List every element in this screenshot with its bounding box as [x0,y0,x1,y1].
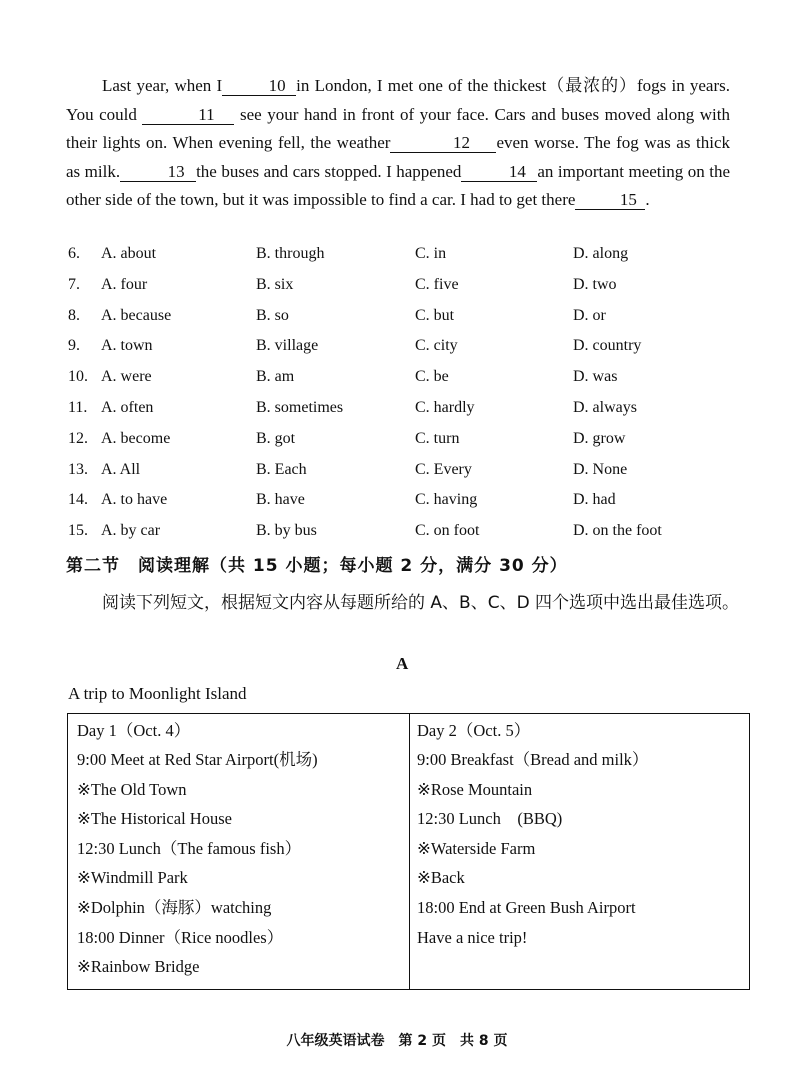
itinerary-item: 18:00 End at Green Bush Airport [417,897,636,917]
itinerary-item: 12:30 Lunch（The famous fish） [77,838,302,858]
itinerary-item: Have a nice trip! [417,927,528,947]
passage-text: an important meeting on the other side of the town, but it was impossible to find a car. I had to get there [66,161,730,210]
question-number: 14. [68,491,88,509]
question-number: 7. [68,275,80,293]
itinerary-item: ※Rainbow Bridge [77,957,200,977]
itinerary-item: 18:00 Dinner（Rice noodles） [77,927,284,947]
day-2-column [409,714,749,989]
question-number: 13. [68,460,88,478]
question-number: 10. [68,368,88,386]
question-number: 12. [68,429,88,447]
itinerary-item: ※Waterside Farm [417,838,536,858]
question-number: 11. [68,398,88,416]
itinerary-item: ※Windmill Park [77,868,188,888]
itinerary-item: ※The Historical House [77,809,232,829]
option-c: C. hardly [415,398,475,416]
itinerary-item: ※Back [417,868,465,888]
day-1-column [68,714,409,989]
option-b: B. six [256,275,294,293]
itinerary-item: ※The Old Town [77,779,187,799]
option-b: B. got [256,429,296,447]
question-row [68,276,748,307]
itinerary-item: 12:30 Lunch (BBQ) [417,809,563,829]
question-row [68,368,748,399]
question-number: 9. [68,337,80,355]
passage-text: see your hand in front of your face. Cars and buses moved along with their lights on. When evening fell, the weather [66,104,730,153]
option-a: A. often [101,398,154,416]
cloze-passage [66,72,730,215]
option-c: C. five [415,275,459,293]
option-b: B. sometimes [256,398,344,416]
option-a: A. were [101,368,152,386]
question-row [68,491,748,522]
option-c: C. on foot [415,522,480,540]
question-number: 8. [68,306,80,324]
option-a: A. to have [101,491,168,509]
question-row [68,307,748,338]
itinerary-table [67,713,750,990]
passage-text: in London, I met one of the thickest（最浓的）fogs in years. You could [66,76,730,124]
option-d: D. along [573,245,629,262]
itinerary-item: ※Dolphin（海豚）watching [77,897,272,917]
question-number: 6. [68,245,80,262]
section-instruction: 阅读下列短文，根据短文内容从每题所给的 A、B、C、D 四个选项中选出最佳选项。 [102,593,740,613]
answer-options [68,245,748,553]
option-b: B. through [256,245,325,262]
question-row [68,430,748,461]
page-footer: 八年级英语试卷 第 2 页 共 8 页 [286,1033,508,1049]
itinerary-item: 9:00 Breakfast（Bread and milk） [417,750,649,769]
option-b: B. Each [256,460,307,478]
option-a: A. because [101,306,172,324]
passage-title: A trip to Moonlight Island [68,684,247,703]
option-a: A. All [101,460,141,478]
question-row [68,522,748,553]
option-d: D. had [573,491,616,509]
option-d: D. always [573,398,637,416]
question-row [68,337,748,368]
passage-label: A [396,654,409,673]
option-b: B. village [256,337,319,355]
passage-text: even worse. The fog was as thick as milk. [66,133,730,181]
option-a: A. about [101,245,157,262]
option-d: D. or [573,306,606,324]
question-row [68,461,748,492]
passage-text: . [645,190,650,210]
blank-12: 12 [390,134,496,153]
blank-13: 13 [120,163,196,182]
blank-15: 15 [575,191,645,210]
option-c: C. be [415,368,449,386]
option-a: A. town [101,337,153,355]
option-c: C. Every [415,460,472,478]
day-2-heading: Day 2（Oct. 5） [417,721,531,740]
option-c: C. in [415,245,447,262]
day-1-heading: Day 1（Oct. 4） [77,721,191,740]
question-number: 15. [68,522,88,540]
option-d: D. grow [573,429,626,447]
question-row [68,399,748,430]
cloze-paragraph [66,72,730,215]
option-c: C. but [415,306,455,324]
option-c: C. turn [415,429,460,447]
section-heading: 第二节 阅读理解（共 15 小题；每小题 2 分，满分 30 分） [66,556,568,576]
option-d: D. country [573,337,642,355]
option-c: C. having [415,491,478,509]
itinerary-item: ※Rose Mountain [417,779,533,799]
option-a: A. four [101,275,148,293]
option-b: B. have [256,491,305,509]
option-d: D. None [573,460,628,478]
blank-10: 10 [222,77,296,96]
question-row [68,245,748,276]
blank-14: 14 [461,163,537,182]
passage-text: the buses and cars stopped. I happened [196,161,462,181]
blank-11: 11 [142,106,234,125]
option-b: B. by bus [256,522,317,540]
option-b: B. am [256,368,295,386]
itinerary-item: 9:00 Meet at Red Star Airport(机场) [77,750,318,769]
option-d: D. was [573,368,618,386]
option-c: C. city [415,337,458,355]
option-d: D. on the foot [573,522,662,540]
option-a: A. by car [101,522,161,540]
option-a: A. become [101,429,171,447]
option-b: B. so [256,306,289,324]
passage-text: Last year, when I [102,76,223,95]
option-d: D. two [573,275,617,293]
